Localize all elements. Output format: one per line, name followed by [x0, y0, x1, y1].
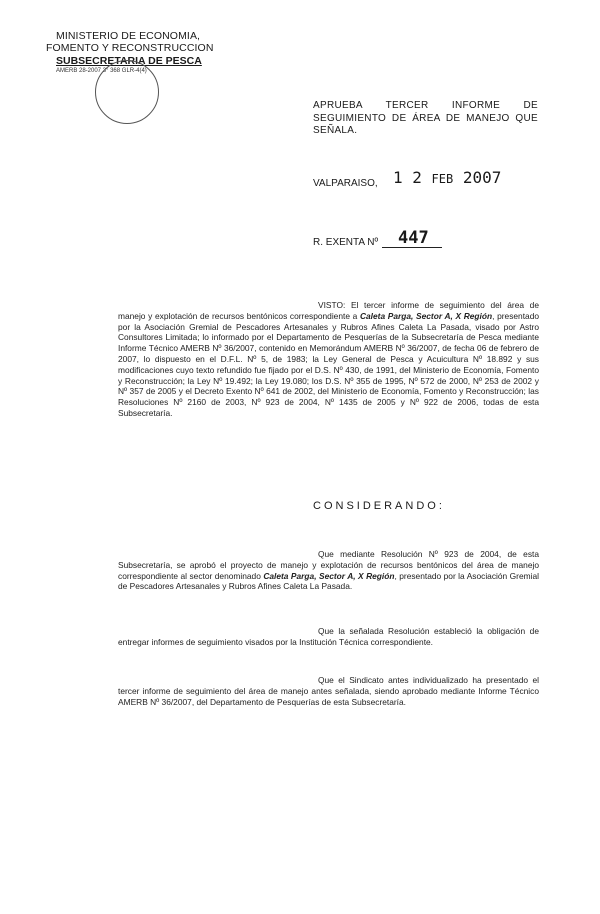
considerando-3: Que el Sindicato antes individualizado ha presentado el tercer informe de seguimiento del área de manejo antes señalada, siendo aprobado mediante Informe Técnico AMERB Nº 36/2007, del Departamento de Pesquerías de esta Subsecretaría.: [118, 675, 539, 707]
header-fomento: FOMENTO Y RECONSTRUCCION: [46, 42, 214, 54]
header-ministry: MINISTERIO DE ECONOMIA,: [56, 30, 201, 42]
considerando-heading: CONSIDERANDO:: [313, 500, 445, 512]
considerando-1: [118, 549, 539, 592]
visto-lead: VISTO: El tercer informe de seguimiento del área de manejo y explotación de recursos bentónicos correspondiente a: [118, 300, 539, 321]
resolution-number: 447: [398, 228, 429, 248]
header-subsecretaria: SUBSECRETARIA DE PESCA: [56, 55, 202, 67]
document-title: APRUEBA TERCER INFORME DE SEGUIMIENTO DE ÁREA DE MANEJO QUE SEÑALA.: [313, 100, 538, 136]
resolution-underline: [382, 247, 442, 248]
visto-rest: , presentado por la Asociación Gremial de Pescadores Artesanales y Rubros Afines Caleta La Pasada, visado por Astro Consultores Limitada; lo informado por el Departamento de Pesquerías de la Subsecretaría de Pesca mediante Informe Técnico AMERB Nº 36/2007, contenido en Memorándum AMERB Nº 36/2007, de fecha 06 de febrero de 2007, lo dispuesto en el D.F.L. Nº 5, de 1983; la Ley General de Pesca y Acuicultura Nº 18.892 y sus modificaciones cuyo texto refundido fue fijado por el D.S. Nº 430, de 1991, del Ministerio de Economía, Fomento y Reconstrucción; la Ley Nº 19.492; la Ley 19.080; los D.S. Nº 355 de 1995, Nº 572 de 2000, Nº 253 de 2002 y Nº 357 de 2005 y el Decreto Exento Nº 641 de 2002, del Ministerio de Economía, Fomento y Reconstrucción; las Resoluciones Nº 2160 de 2003, Nº 923 de 2004, Nº 1435 de 2005 y Nº 922 de 2006, todas de esta Subsecretaría.: [118, 310, 540, 418]
header-reference: AMERB 28-2007 3° 368 GLR-4(4): [56, 68, 147, 74]
date-month: FEB: [431, 172, 454, 186]
visto-paragraph: [118, 300, 539, 419]
date-stamp: [393, 168, 501, 187]
c1-rest: , presentado por la Asociación Gremial de Pescadores Artesanales y Rubros Afines Caleta La Pasada.: [118, 570, 539, 592]
date-day: 1 2: [393, 168, 422, 187]
resolution-label: R. EXENTA Nº: [313, 237, 379, 248]
date-year: 2007: [462, 168, 502, 187]
place-label: VALPARAISO,: [313, 178, 378, 189]
visto-area: Caleta Parga, Sector A, X Región: [359, 310, 493, 321]
c1-area: Caleta Parga, Sector A, X Región: [263, 570, 395, 581]
c1-lead: Que mediante Resolución Nº 923 de 2004, de esta Subsecretaría, se aprobó el proyecto de manejo y explotación de recursos bentónicos del área de manejo correspondiente al sector denominado: [118, 549, 539, 581]
seal-stamp: [95, 60, 159, 124]
considerando-2: Que la señalada Resolución estableció la obligación de entregar informes de seguimiento visados por la Institución Técnica correspondiente.: [118, 626, 539, 647]
